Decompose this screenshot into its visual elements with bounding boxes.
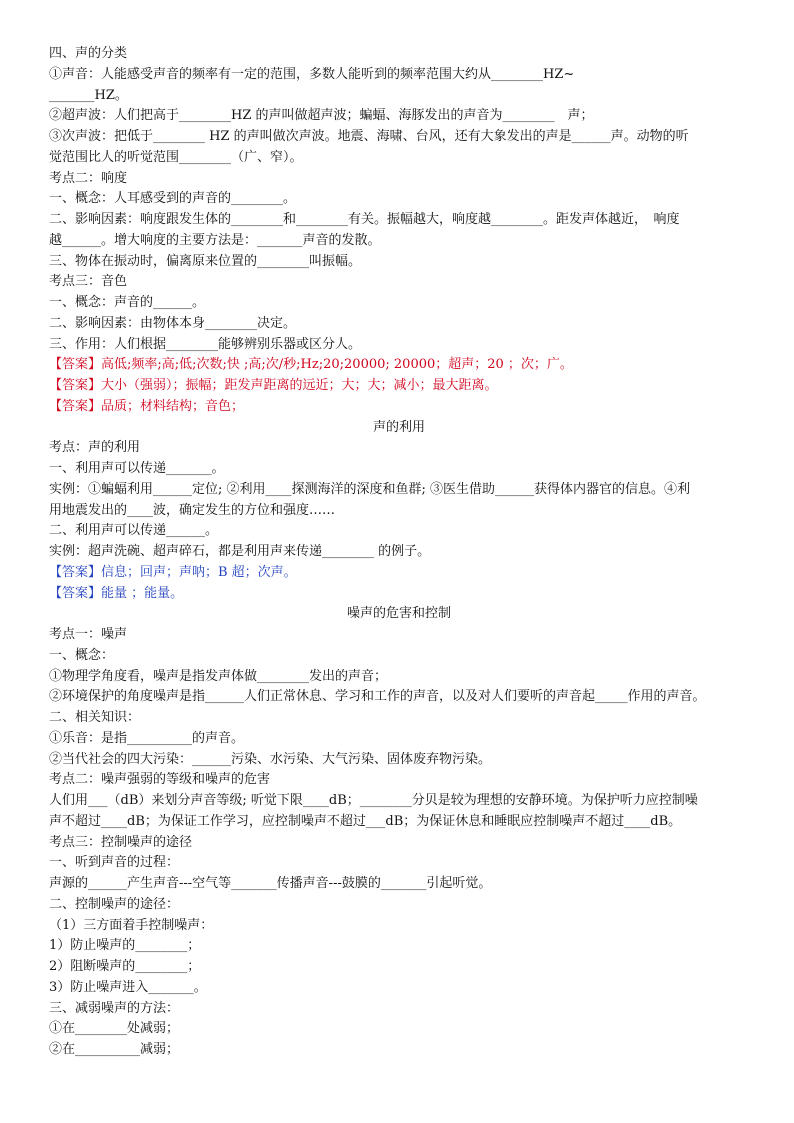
- text-line: 3）防止噪声进入_______。: [49, 979, 207, 995]
- text-line: _______HZ。: [49, 87, 128, 103]
- text-line: 一、概念：声音的______。: [49, 295, 206, 310]
- text-line: 三、物体在振动时，偏离原来位置的________叫振幅。: [49, 253, 362, 269]
- text-line: 考点：声的利用: [49, 440, 141, 456]
- text-line: ①乐音：是指__________的声音。: [49, 730, 245, 746]
- answer-line: 【答案】高低;频率;高;低;次数;快 ;高;次/秒;Hz;20;20000; 20000；超声；20 ；次；广。: [49, 357, 573, 373]
- text-line: （1）三方面着手控制噪声：: [49, 917, 214, 933]
- text-line: 越______。增大响度的主要方法是：_______声音的发散。: [49, 232, 381, 248]
- text-line: ②超声波：人们把高于________HZ 的声叫做超声波；蝙蝠、海豚发出的声音为________ 声；: [49, 108, 594, 124]
- text-line: ②当代社会的四大污染：______污染、水污染、大气污染、固体废弃物污染。: [49, 751, 492, 767]
- text-line: 声源的______产生声音---空气等_______传播声音---鼓膜的_______引起听觉。: [49, 876, 492, 891]
- text-line: 二、利用声可以传递______。: [49, 523, 219, 539]
- text-line: 用地震发出的____波，确定发生的方位和强度……: [49, 502, 336, 518]
- text-line: 声不超过____dB；为保证工作学习，应控制噪声不超过___dB；为保证休息和睡眠应控制噪声不超过____dB。: [49, 813, 682, 829]
- section-heading: 声的利用: [372, 419, 425, 435]
- answer-line: 【答案】信息；回声；声呐；B 超；次声。: [49, 564, 297, 580]
- text-line: 一、概念：: [49, 647, 115, 663]
- text-line: 考点二：噪声强弱的等级和噪声的危害: [49, 772, 271, 788]
- text-line: 二、影响因素：响度跟发生体的________和________有关。振幅越大，响度越________。距发声体越近， 响度: [49, 212, 680, 227]
- text-line: 实例：超声洗碗、超声碎石，都是利用声来传递________ 的例子。: [49, 544, 431, 559]
- answer-line: 【答案】大小（强弱）；振幅；距发声距离的远近；大；大；减小；最大距离。: [49, 378, 498, 393]
- text-line: 四、声的分类: [49, 46, 128, 61]
- text-line: 二、影响因素：由物体本身________决定。: [49, 315, 297, 331]
- text-line: ①声音：人能感受声音的频率有一定的范围，多数人能听到的频率范围大约从________HZ~: [49, 66, 575, 82]
- text-line: 人们用___（dB）来划分声音等级; 听觉下限____dB；________分贝是较为理想的安静环境。为保护听力应控制噪: [49, 793, 698, 808]
- text-line: ①物理学角度看，噪声是指发声体做________发出的声音；: [49, 668, 388, 684]
- text-line: 考点三：控制噪声的途径: [49, 834, 193, 850]
- text-line: 一、概念：人耳感受到的声音的________。: [49, 191, 297, 207]
- text-line: 考点一：噪声: [49, 627, 128, 642]
- text-line: 二、控制噪声的途径：: [49, 896, 180, 912]
- answer-line: 【答案】品质；材料结构；音色；: [49, 398, 245, 414]
- text-line: 1）防止噪声的________；: [49, 938, 201, 954]
- text-line: 三、作用：人们根据________能够辨别乐器或区分人。: [49, 336, 362, 352]
- text-line: 二、相关知识：: [49, 710, 141, 725]
- text-line: 觉范围比人的听觉范围________（广、窄）。: [49, 149, 303, 165]
- text-line: 一、听到声音的过程：: [49, 855, 180, 871]
- section-heading: 噪声的危害和控制: [346, 606, 451, 622]
- answer-line: 【答案】能量 ；能量。: [49, 585, 184, 601]
- text-line: ③次声波：把低于________ HZ 的声叫做次声波。地震、海啸、台风，还有大象发出的声是______声。动物的听: [49, 129, 689, 144]
- text-line: ①在________处减弱；: [49, 1021, 180, 1037]
- text-line: 实例：①蝙蝠利用______定位; ②利用____探测海洋的深度和鱼群; ③医生借助______获得体内器官的信息。④利: [49, 481, 691, 497]
- text-line: 2）阻断噪声的________；: [49, 959, 201, 974]
- text-line: 三、减弱噪声的方法：: [49, 1000, 180, 1016]
- text-line: 考点三：音色: [49, 274, 128, 290]
- text-line: ②环境保护的角度噪声是指______人们正常休息、学习和工作的声音，以及对人们要听的声音起_____作用的声音。: [49, 689, 706, 705]
- text-line: 考点二：响度: [49, 170, 128, 186]
- text-line: ②在__________减弱；: [49, 1042, 180, 1057]
- text-line: 一、利用声可以传递_______。: [49, 461, 225, 476]
